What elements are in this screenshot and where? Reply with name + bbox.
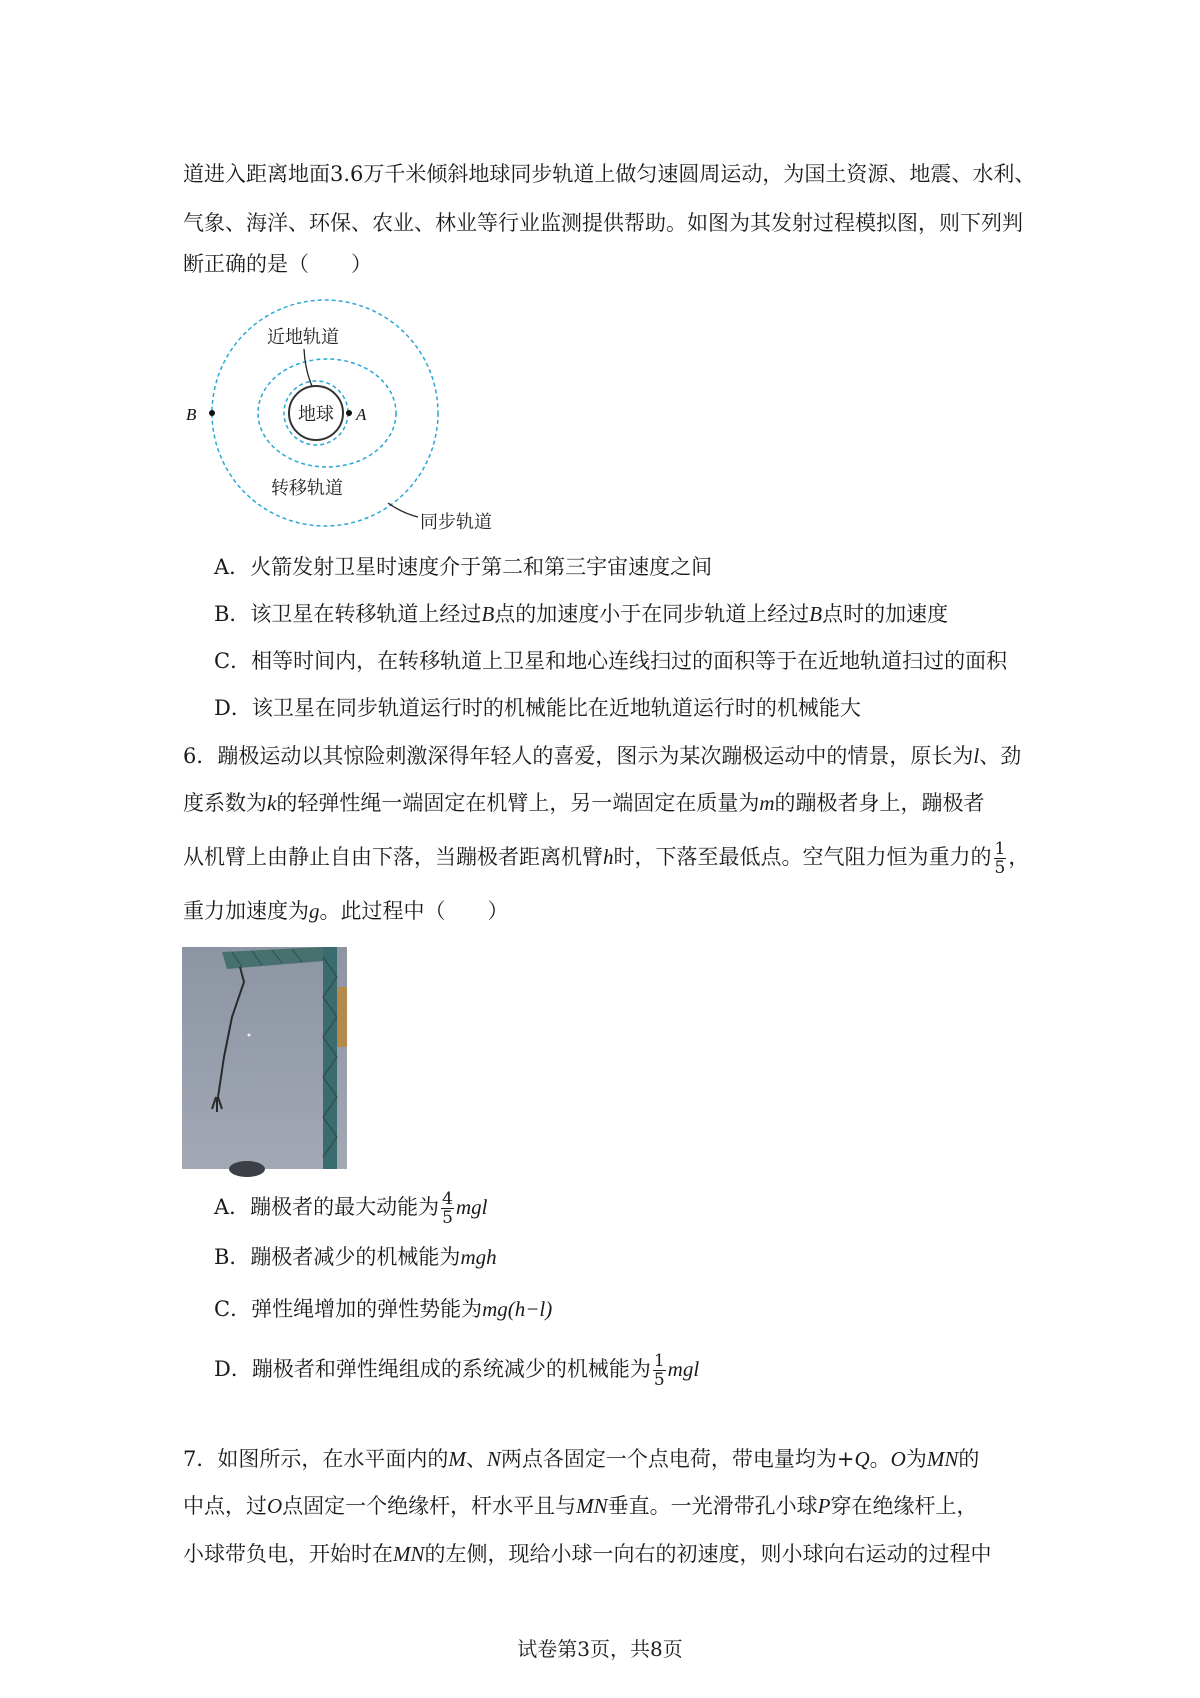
bungee-photo-image (182, 947, 347, 1169)
q6-line-1: 6．蹦极运动以其惊险刺激深得年轻人的喜爱，图示为某次蹦极运动中的情景，原长为l、劲 (183, 744, 1022, 768)
q5-option-c: C．相等时间内，在转移轨道上卫星和地心连线扫过的面积等于在近地轨道扫过的面积 (214, 649, 1008, 673)
q5-option-d: D．该卫星在同步轨道运行时的机械能比在近地轨道运行时的机械能大 (214, 696, 861, 720)
point-b-label: B (186, 405, 197, 424)
point-a-dot (346, 410, 352, 416)
point-a-label: A (356, 405, 367, 424)
q7-line-2: 中点，过O点固定一个绝缘杆，杆水平且与MN垂直。一光滑带孔小球P穿在绝缘杆上， (183, 1494, 978, 1518)
intro-line-2: 气象、海洋、环保、农业、林业等行业监测提供帮助。如图为其发射过程模拟图，则下列判 (183, 211, 1023, 235)
sync-orbit-leader (388, 503, 418, 517)
q6-option-d: D．蹦极者和弹性绳组成的系统减少的机械能为 $\frac{1}{5}$ mgl (214, 1351, 700, 1390)
q6-option-a-fraction: $\frac{4}{5}$ (442, 1189, 453, 1228)
intro-line-1: 道进入距离地面3.6万千米倾斜地球同步轨道上做匀速圆周运动，为国土资源、地震、水利、 (183, 162, 1036, 186)
orbit-diagram (180, 265, 492, 535)
earth-label: 地球 (298, 404, 334, 425)
q6-option-b: B．蹦极者减少的机械能为mgh (214, 1245, 497, 1269)
q6-option-d-fraction: $\frac{1}{5}$ (653, 1351, 665, 1390)
q5-option-a: A．火箭发射卫星时速度介于第二和第三宇宙速度之间 (214, 555, 713, 579)
intro-line-3: 断正确的是（ ） (183, 252, 372, 276)
near-orbit-label: 近地轨道 (267, 327, 339, 348)
q7-line-3: 小球带负电，开始时在MN的左侧，现给小球一向右的初速度，则小球向右运动的过程中 (183, 1542, 992, 1566)
q6-option-c: C．弹性绳增加的弹性势能为mg(h−l) (214, 1297, 553, 1321)
transfer-orbit-label: 转移轨道 (271, 478, 343, 499)
sync-orbit-label: 同步轨道 (420, 512, 492, 533)
q6-line-4: 重力加速度为g。此过程中（ ） (183, 899, 509, 923)
page-footer: 试卷第3页，共8页 (517, 1637, 683, 1661)
q6-line-3: 从机臂上由静止自由下落，当蹦极者距离机臂h时，下落至最低点。空气阻力恒为重力的 $\frac{1}{5}$ ， (183, 839, 1030, 878)
point-b-dot (209, 410, 215, 416)
bungee-photo (182, 947, 347, 1169)
q6-option-a: A．蹦极者的最大动能为 $\frac{4}{5}$ mgl (214, 1189, 488, 1228)
q7-line-1: 7．如图所示，在水平面内的M、N两点各固定一个点电荷，带电量均为+Q。O为MN的 (183, 1447, 980, 1471)
q5-option-b: B．该卫星在转移轨道上经过B点的加速度小于在同步轨道上经过B点时的加速度 (214, 602, 949, 626)
q6-line-2: 度系数为k的轻弹性绳一端固定在机臂上，另一端固定在质量为m的蹦极者身上，蹦极者 (183, 791, 985, 815)
q6-fraction: $\frac{1}{5}$ (994, 839, 1006, 878)
near-orbit-leader (304, 349, 312, 386)
